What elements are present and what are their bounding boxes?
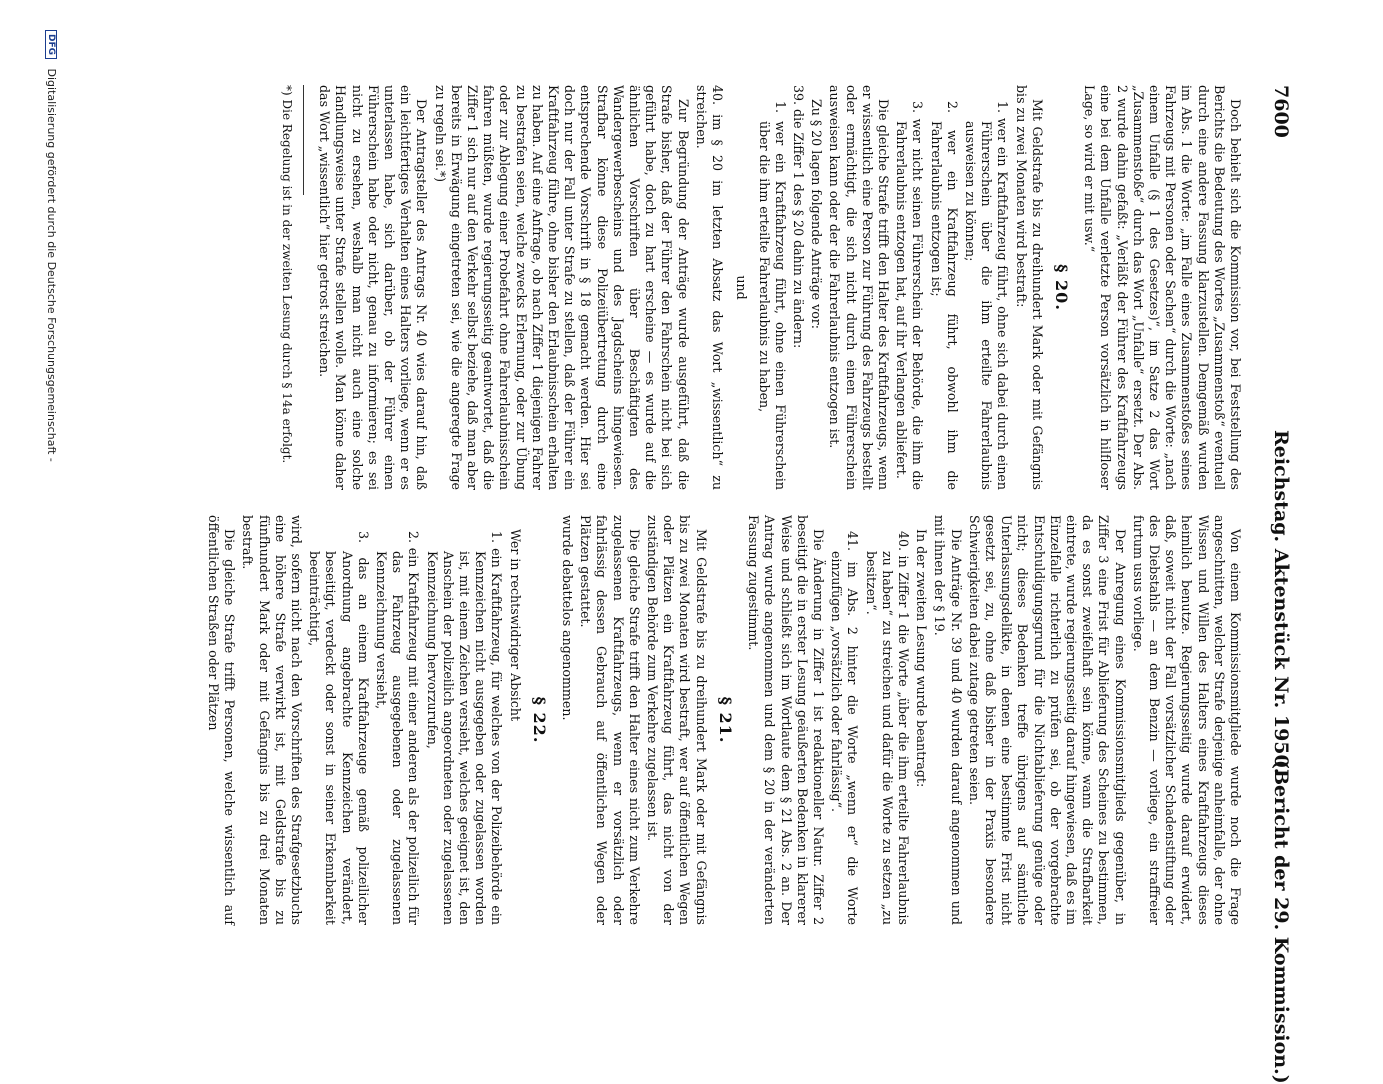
credit-text: Digitalisierung gefördert durch die Deutsche Forschungsgemeinschaft - bbox=[45, 68, 58, 462]
section-22-item: 1. ein Kraftfahrzeug, für welches von der Polizeibehörde ein Kennzeichen nicht ausgegeben oder zugelassen worden ist, mit einem Zeichen versieht, welches geeignet ist, den Anschein der polizeilich angeordneten oder zugelassenen Kennzeichnung hervorzurufen, bbox=[424, 531, 505, 925]
section-20-intro: Mit Geldstrafe bis zu dreihundert Mark oder mit Gefängnis bis zu zwei Monaten wird bestraft: bbox=[1013, 85, 1045, 490]
intro-paragraph: Doch behielt sich die Kommission vor, bei Feststellung des Berichts die Bedeutung des Wortes „Zusammenstoß“ eventuell durch eine andere Fassung klarzustellen. Demgemäß wurden im Abs. 1 die Worte: „im Falle eines Zusammenstoßes seines Fahrzeugs mit Personen oder Sachen“ durch die Worte: „nach einem Unfalle (§ 1 des Gesetzes)“, im Satze 2 das Wort „Zusammenstoße“ durch das Wort „Unfalle“ ersetzt. Der Abs. 2 wurde dahin gefaßt: „Verläßt der Führer des Kraftfahrzeugs eine bei dem Unfalle verletzte Person vorsätzlich in hilfloser Lage, so wird er mit usw.“ bbox=[1082, 85, 1243, 490]
left-column bbox=[277, 85, 1243, 490]
conjunction-und: und bbox=[734, 275, 750, 300]
publication-title: Reichstag. Aktenstück Nr. 1950. bbox=[1270, 430, 1292, 775]
section-21-intro: Mit Geldstrafe bis zu dreihundert Mark oder mit Gefängnis bis zu zwei Monaten wird bestraft, wer auf öffentlichen Wegen oder Plätzen ein Kraftfahrzeug führt, das nicht von der zuständigen Behörde zum Verkehre zugelassen ist. bbox=[645, 515, 709, 925]
report-title: (Bericht der 29. Kommission.) bbox=[1270, 760, 1292, 1084]
motion-40: 40. im § 20 im letzten Absatz das Wort „wissentlich“ zu streichen. bbox=[693, 85, 726, 490]
motion-40-second-reading: 40. in Ziffer 1 die Worte „über die ihm erteilte Fahrerlaubnis zu haben“ zu streichen und dafür die Worte zu setzen „zu besitzen“. bbox=[863, 531, 911, 925]
section-20-heading: § 20. bbox=[1051, 264, 1071, 311]
page-header bbox=[1265, 0, 1293, 1084]
page-number: 7600 bbox=[1270, 85, 1292, 138]
section-20-item: 1. wer ein Kraftfahrzeug führt, ohne sich dabei durch einen Führerschein über die ihm erteilte Fahrerlaubnis ausweisen zu können; bbox=[962, 101, 1011, 490]
paragraph-adoption: Die Anträge Nr. 39 und 40 wurden darauf angenommen und mit ihnen der § 19. bbox=[932, 515, 964, 925]
paragraph-furtum-usus: Von einem Kommissionsmitgliede wurde noch die Frage angeschnitten, welcher Strafe derjenige anheimfalle, der ohne Wissen und Willen des Halters eines Kraftfahrzeugs dieses heimlich benutze. Regierungsseitig wurde darauf erwidert, daß, soweit nicht der Fall vorsätzlicher Schadenstiftung oder des Diebstahls — an dem Benzin — vorliege, ein straffreier furtum usus vorliege. bbox=[1130, 515, 1243, 925]
section-21-result: wurde debattelos angenommen. bbox=[560, 515, 576, 721]
section-21-penalty: Die gleiche Strafe trifft den Halter eines nicht zum Verkehre zugelassenen Kraftfahrzeugs, wenn er vorsätzlich oder fahrlässig dessen Gebrauch auf öffentlichen Wegen oder Plätzen gestattet. bbox=[578, 515, 642, 925]
section-22-heading: § 22. bbox=[529, 696, 549, 744]
footnote-rule bbox=[303, 85, 304, 195]
second-reading-intro: In der zweiten Lesung wurde beantragt: bbox=[914, 529, 930, 788]
right-column bbox=[203, 515, 1243, 925]
section-20-item: 2. wer ein Kraftfahrzeug führt, obwohl ihm die Fahrerlaubnis entzogen ist; bbox=[928, 101, 960, 490]
paragraph-ablieferung: Der Anregung eines Kommissionsmitglieds gegenüber, in Ziffer 3 eine Frist für Ablieferung des Scheines zu bestimmen, da es sonst zweifelhaft sein könne, wann die Strafbarkeit eintrete, wurde regierungsseitig darauf hingewiesen, daß es im Einzelfalle richterlich zu prüfen sei, ob der vorgebrachte Entschuldigungsgrund für die Nichtablieferung genüge oder nicht; dieses Bedenken treffe übrigens auf sämtliche Unterlassungsdelikte, in denen eine bestimmte Frist nicht gesetzt sei, zu, ohne daß bisher in der Praxis besondere Schwierigkeiten dabei zutage getreten seien. bbox=[966, 515, 1128, 925]
justification-paragraph: Zur Begründung der Anträge wurde ausgeführt, daß die Strafe bisher, daß der Führer den Fahrschein nicht bei sich geführt habe, doch zu hart erscheine — es wurde auf die ähnlichen Vorschriften über Beschäftigten des Wandergewerbescheins und des Jagdscheins hingewiesen. Strafbar könne diese Polizeiübertretung durch eine entsprechende Vorschrift in § 18 gemacht werden. Hier sei doch nur der Fall unter Strafe zu stellen, daß der Führer ein Kraftfahrzeug führe, ohne bisher den Erlaubnisschein erhalten zu haben. Auf eine Anfrage, ob nach Ziffer 1 diejenigen Fahrer zu bestrafen seien, welche zwecks Erlernung, oder zur Übung oder zur Ablegung einer Probefahrt ohne Fahrerlaubnisschein fahren müßten, wurde regierungsseitig geantwortet, daß die Ziffer 1 sich nur auf den Verkehr selbst beziehe, daß man aber bereits in Erwägung eingetreten sei, wie die angeregte Frage zu regeln sei.*) bbox=[432, 85, 691, 490]
section-21-heading: § 21. bbox=[715, 696, 735, 744]
section-22-intro: Wer in rechtswidriger Absicht bbox=[507, 529, 523, 722]
footnote: *) Die Regelung ist in der zweiten Lesung durch § 14a erfolgt. bbox=[280, 85, 295, 464]
motion-40-discussion: Der Antragsteller des Antrags Nr. 40 wies darauf hin, daß ein leichtfertiges Verhalten eines Halters vorliege, wenn er es unterlassen habe, sich darüber, ob der Führer einen Führerschein habe oder nicht, genau zu informieren; es sei nicht zu ersehen, weshalb man nicht auch eine solche Handlungsweise unter Strafe stellen wolle. Man könne daher das Wort „wissentlich“ hier getrost streichen. bbox=[317, 85, 430, 490]
dfg-logo: DFG bbox=[45, 30, 57, 59]
motions-intro: Zu § 20 lagen folgende Anträge vor: bbox=[809, 99, 825, 330]
section-22-item: 3. das an einem Kraftfahrzeuge gemäß polizeilicher Anordnung angebrachte Kennzeichen verändert, beseitigt, verdeckt oder sonst in seiner Erkennbarkeit beeinträchtigt, bbox=[307, 531, 371, 925]
section-22-penalty: wird, sofern nicht nach den Vorschriften des Strafgesetzbuchs eine höhere Strafe verwirkt ist, mit Geldstrafe bis zu fünfhundert Mark oder mit Gefängnis bis zu drei Monaten bestraft. bbox=[240, 515, 305, 925]
section-22-item: 2. ein Kraftfahrzeug mit einer anderen als der polizeilich für das Fahrzeug ausgegebenen oder zugelassenen Kennzeichnung versieht, bbox=[374, 531, 422, 925]
section-20-item: 3. wer nicht seinen Führerschein der Behörde, die ihm die Fahrerlaubnis entzogen hat, auf ihr Verlangen abliefert. bbox=[894, 101, 926, 490]
motion-41: 41. im Abs. 2 hinter die Worte „wenn er“ die Worte einzufügen „vorsätzlich oder fahrlässig“. bbox=[829, 531, 861, 925]
change-note: Die Änderung in Ziffer 1 ist redaktioneller Natur. Ziffer 2 beseitigt die in erster Lesung geäußerten Bedenken in klarerer Weise und schließt sich im Wortlaute dem § 21 Abs. 2 an. Der Antrag wurde angenommen und dem § 20 in der veränderten Fassung zugestimmt. bbox=[746, 515, 826, 925]
motion-39: 39. die Ziffer 1 des § 20 dahin zu ändern: bbox=[790, 85, 806, 349]
section-22-final: Die gleiche Strafe trifft Personen, welche wissentlich auf öffentlichen Straßen oder Plätzen bbox=[206, 515, 238, 925]
section-20-penalty: Die gleiche Strafe trifft den Halter des Kraftfahrzeugs, wenn er wissentlich eine Person zur Führung des Fahrzeugs bestellt oder ermächtigt, die sich nicht durch einen Führerschein ausweisen kann oder der die Fahrerlaubnis entzogen ist. bbox=[827, 85, 891, 490]
motion-39-text: 1. wer ein Kraftfahrzeug führt, ohne einen Führerschein über die ihm erteilte Fahrerlaubnis zu haben, bbox=[756, 101, 788, 490]
digitization-credit bbox=[45, 30, 58, 980]
